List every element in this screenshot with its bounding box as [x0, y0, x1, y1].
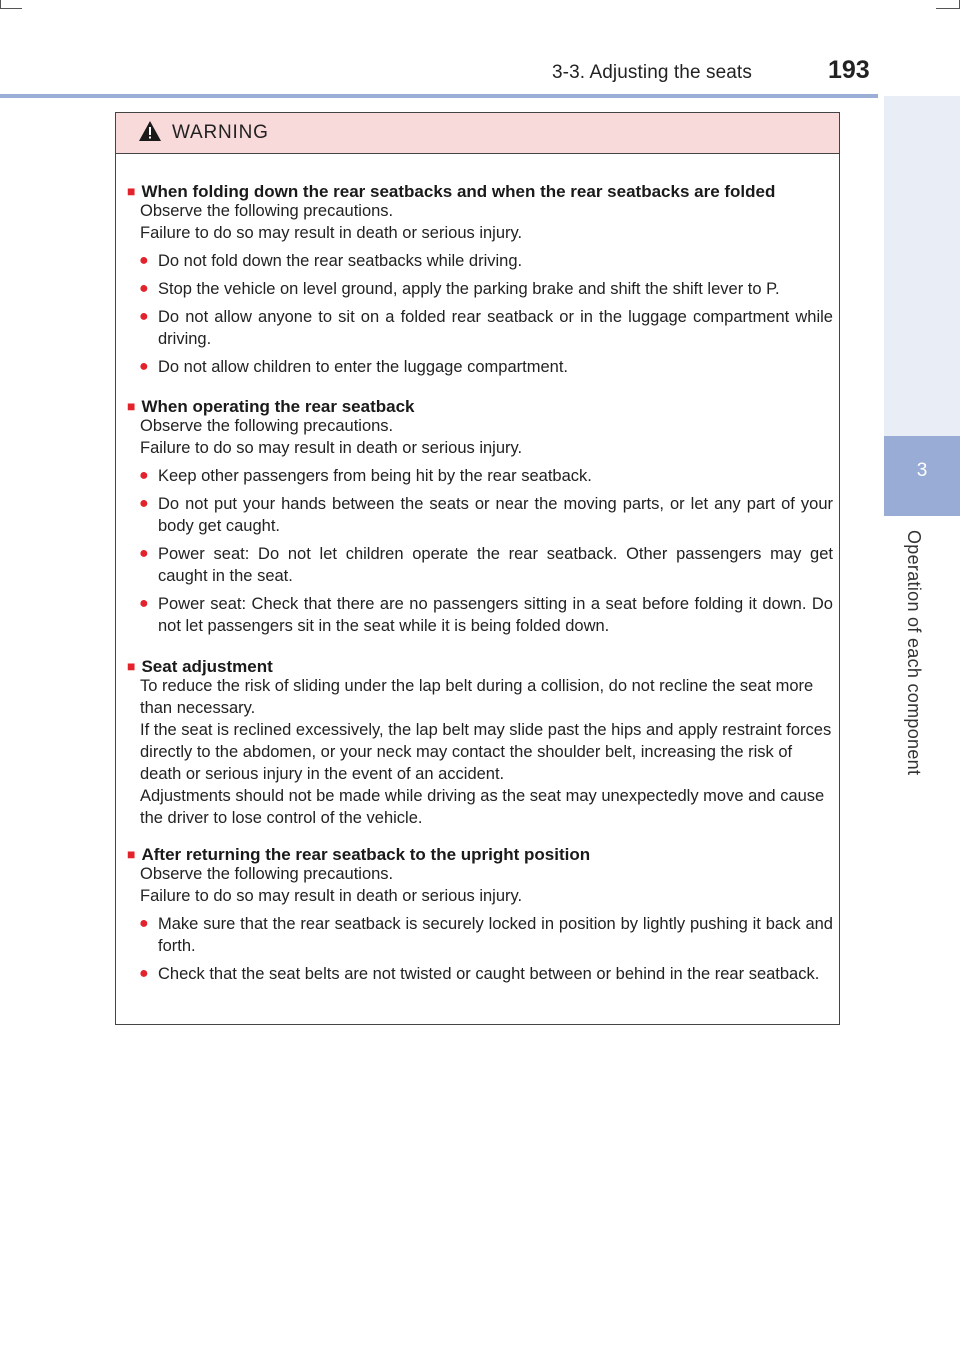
bullet-dot-icon: ●	[139, 308, 149, 325]
square-bullet-icon: ■	[127, 846, 136, 862]
bullet-text: Make sure that the rear seatback is securely locked in position by lightly pushing it back and forth.	[158, 915, 833, 955]
section-heading	[127, 657, 273, 677]
section-paragraph: Observe the following precautions. Failure to do so may result in death or serious injury.	[140, 865, 523, 905]
bullet-item	[139, 465, 833, 487]
bullet-text: Keep other passengers from being hit by the rear seatback.	[158, 467, 592, 485]
page-number: 193	[828, 56, 870, 84]
bullet-item	[139, 250, 833, 272]
chapter-title: Operation of each component	[904, 530, 924, 776]
section-heading-text: After returning the rear seatback to the upright position	[141, 845, 591, 864]
bullet-dot-icon: ●	[139, 545, 149, 562]
section-heading-text: When folding down the rear seatbacks and when the rear seatbacks are folded	[141, 182, 776, 201]
bullet-text: Power seat: Check that there are no passengers sitting in a seat before folding it down. Do not let passengers sit in the seat while it is being folded down.	[158, 595, 833, 635]
bullet-text: Check that the seat belts are not twisted or caught between or behind in the rear seatback.	[158, 965, 820, 983]
bullet-text: Stop the vehicle on level ground, apply the parking brake and shift the shift lever to P.	[158, 280, 780, 298]
bullet-dot-icon: ●	[139, 252, 149, 269]
bullet-dot-icon: ●	[139, 915, 149, 932]
section-heading	[127, 397, 415, 417]
section-heading	[127, 845, 590, 865]
bullet-item	[139, 593, 833, 637]
square-bullet-icon: ■	[127, 398, 136, 414]
warning-label: WARNING	[172, 122, 269, 143]
chapter-number: 3	[916, 460, 928, 481]
bullet-item	[139, 278, 833, 300]
section-heading-text: When operating the rear seatback	[141, 397, 415, 416]
section-title: 3-3. Adjusting the seats	[552, 62, 752, 83]
bullet-item	[139, 493, 833, 537]
square-bullet-icon: ■	[127, 183, 136, 199]
section-paragraph: Observe the following precautions. Failure to do so may result in death or serious injury.	[140, 202, 523, 242]
warning-content	[115, 112, 840, 1025]
bullet-text: Power seat: Do not let children operate the rear seatback. Other passengers may get caught in the seat.	[158, 545, 833, 585]
bullet-text: Do not fold down the rear seatbacks while driving.	[158, 252, 523, 270]
bullet-dot-icon: ●	[139, 280, 149, 297]
bullet-dot-icon: ●	[139, 965, 149, 982]
bullet-item	[139, 356, 833, 378]
side-tab-background	[884, 96, 960, 436]
bullet-item	[139, 913, 833, 957]
bullet-dot-icon: ●	[139, 495, 149, 512]
crop-mark	[0, 8, 22, 9]
crop-mark	[0, 0, 1, 8]
crop-mark	[936, 8, 960, 9]
bullet-text: Do not allow children to enter the luggage compartment.	[158, 358, 568, 376]
bullet-dot-icon: ●	[139, 595, 149, 612]
bullet-item	[139, 963, 833, 985]
bullet-text: Do not allow anyone to sit on a folded rear seatback or in the luggage compartment while driving.	[158, 308, 833, 348]
bullet-item	[139, 543, 833, 587]
bullet-text: Do not put your hands between the seats or near the moving parts, or let any part of your body get caught.	[158, 495, 833, 535]
header-rule	[0, 94, 878, 98]
section-paragraph: To reduce the risk of sliding under the lap belt during a collision, do not recline the seat more than necessary. If the seat is reclined excessively, the lap belt may slide past the hips and apply restraint forces directly to the abdomen, or your neck may contact the shoulder belt, increasing the risk of death or serious injury in the event of an accident. Adjustments should not be made while driving as the seat may unexpectedly move and cause the driver to lose control of the vehicle.	[140, 677, 832, 827]
square-bullet-icon: ■	[127, 658, 136, 674]
bullet-dot-icon: ●	[139, 467, 149, 484]
bullet-dot-icon: ●	[139, 358, 149, 375]
section-paragraph: Observe the following precautions. Failure to do so may result in death or serious injury.	[140, 417, 523, 457]
bullet-item	[139, 306, 833, 350]
section-heading-text: Seat adjustment	[141, 657, 273, 676]
section-heading	[127, 182, 775, 202]
